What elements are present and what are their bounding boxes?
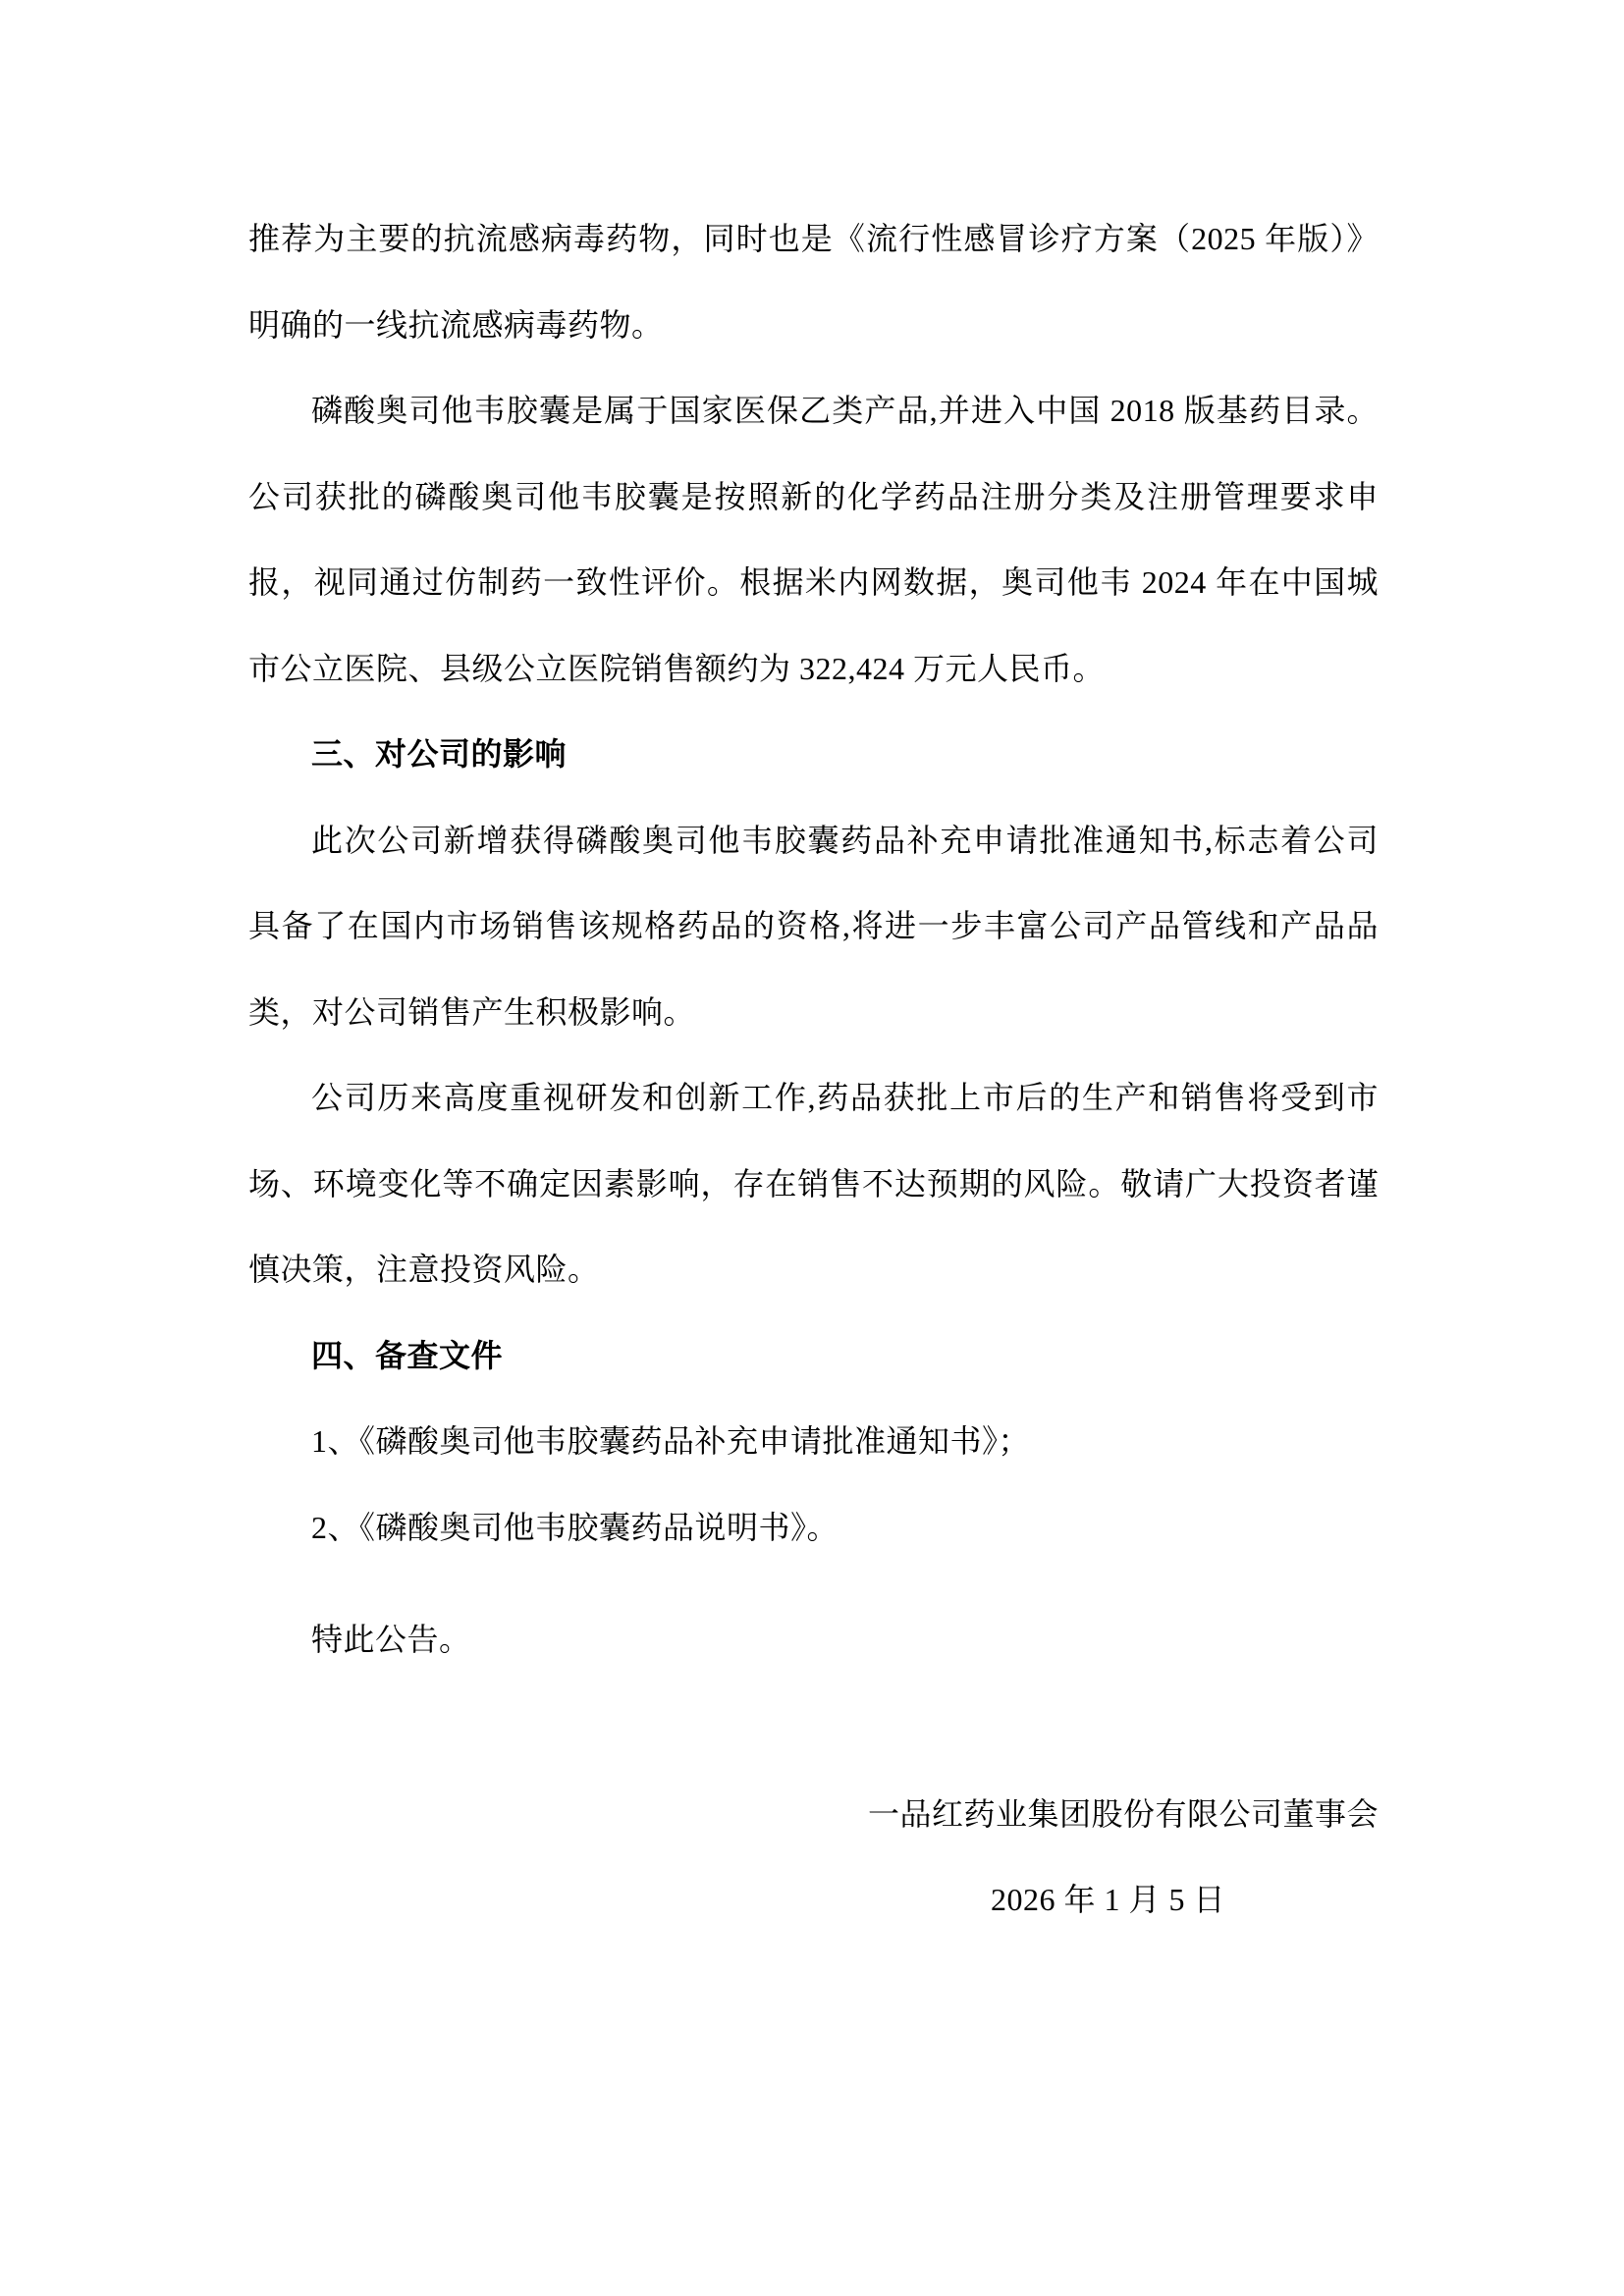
spacer: [248, 1683, 1379, 1772]
document-body: [248, 196, 1379, 1944]
body-line: 慎决策，注意投资风险。: [248, 1252, 600, 1287]
body-line: 报，视同通过仿制药一致性评价。根据米内网数据，奥司他韦 2024 年在中国城: [248, 564, 1379, 600]
body-line: 公司获批的磷酸奥司他韦胶囊是按照新的化学药品注册分类及注册管理要求申: [248, 478, 1379, 514]
body-line: 场、环境变化等不确定因素影响，存在销售不达预期的风险。敬请广大投资者谨: [248, 1165, 1379, 1201]
closing-line: 特此公告。: [311, 1622, 471, 1657]
section-heading-3: 三、对公司的影响: [311, 736, 568, 772]
body-line: 此次公司新增获得磷酸奥司他韦胶囊药品补充申请批准通知书,标志着公司: [311, 822, 1379, 858]
body-line: 类，对公司销售产生积极影响。: [248, 993, 696, 1030]
attachment-item-1: 1、《磷酸奥司他韦胶囊药品补充申请批准通知书》；: [311, 1423, 1031, 1459]
body-line: 磷酸奥司他韦胶囊是属于国家医保乙类产品,并进入中国 2018 版基药目录。: [311, 393, 1379, 428]
body-line: 公司历来高度重视研发和创新工作,药品获批上市后的生产和销售将受到市: [311, 1080, 1379, 1115]
signature-company: 一品红药业集团股份有限公司董事会: [867, 1795, 1379, 1832]
signature-date: 2026 年 1 月 5 日: [990, 1882, 1225, 1917]
body-line: 明确的一线抗流感病毒药物。: [248, 306, 664, 343]
spacer: [248, 1571, 1379, 1597]
body-line: 具备了在国内市场销售该规格药品的资格,将进一步丰富公司产品管线和产品品: [248, 908, 1379, 943]
body-line: 推荐为主要的抗流感病毒药物，同时也是《流行性感冒诊疗方案（2025 年版）》: [248, 221, 1379, 256]
body-line: 市公立医院、县级公立医院销售额约为 322,424 万元人民币。: [248, 650, 1106, 686]
section-heading-4: 四、备查文件: [311, 1337, 504, 1373]
attachment-item-2: 2、《磷酸奥司他韦胶囊药品说明书》。: [311, 1509, 839, 1545]
